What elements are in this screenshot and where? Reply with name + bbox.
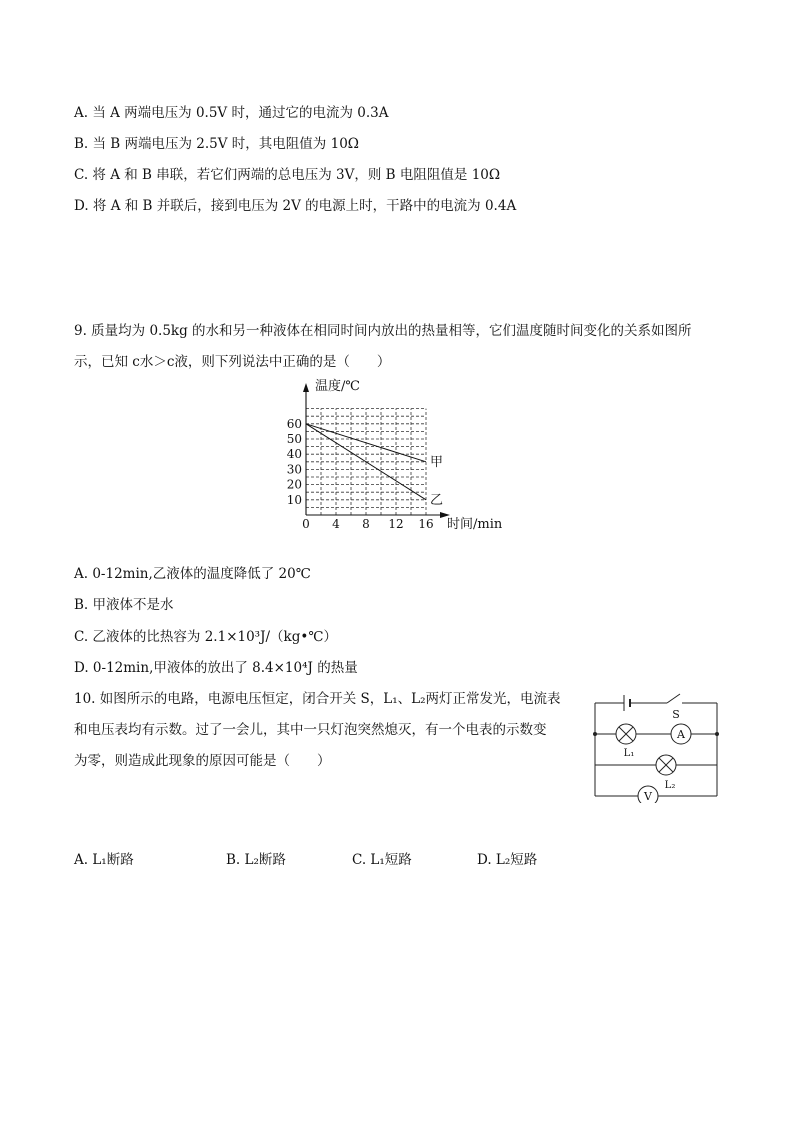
q8-option-a: A. 当 A 两端电压为 0.5V 时，通过它的电流为 0.3A — [74, 105, 389, 121]
q10-question-line2: 和电压表均有示数。过了一会儿，其中一只灯泡突然熄灭，有一个电表的示数变 — [74, 722, 547, 738]
y-axis-arrow — [303, 383, 309, 392]
q10-question-line3: 为零，则造成此现象的原因可能是（ ） — [74, 753, 331, 769]
x-tick-label: 4 — [332, 517, 340, 531]
y-tick-label: 10 — [286, 492, 302, 507]
q9-option-c: C. 乙液体的比热容为 2.1×10³J/（kg•℃） — [74, 629, 337, 645]
y-tick-label: 20 — [286, 477, 302, 492]
circuit-diagram — [585, 688, 725, 803]
x-tick-label: 8 — [362, 517, 370, 531]
q9-option-b: B. 甲液体不是水 — [74, 597, 174, 613]
switch-blade — [667, 694, 680, 703]
switch-label: S — [672, 708, 680, 721]
q9-question-line2: 示，已知 c水＞c液，则下列说法中正确的是（ ） — [74, 354, 391, 370]
y-axis-label: 温度/℃ — [315, 379, 360, 394]
series-label-1: 甲 — [430, 454, 444, 470]
voltmeter-label: V — [644, 790, 652, 803]
q9-option-d: D. 0-12min,甲液体的放出了 8.4×10⁴J 的热量 — [74, 660, 358, 676]
lamp-l1-label: L₁ — [623, 748, 635, 759]
q10-option-b: B. L₂断路 — [226, 852, 286, 868]
q9-question-line1: 9. 质量均为 0.5kg 的水和另一种液体在相同时间内放出的热量相等，它们温度随时间变化的关系如图所 — [74, 323, 692, 339]
q10-option-d: D. L₂短路 — [477, 852, 538, 868]
y-tick-label: 50 — [286, 432, 302, 446]
x-axis-label: 时间/min — [447, 517, 503, 532]
x-tick-label: 16 — [418, 517, 434, 531]
x-tick-label: 12 — [388, 517, 404, 531]
y-tick-label: 60 — [286, 416, 302, 431]
temperature-time-chart — [278, 378, 518, 538]
q8-option-c: C. 将 A 和 B 串联，若它们两端的总电压为 3V，则 B 电阻阻值是 10Ω — [74, 167, 501, 183]
series-label-2: 乙 — [430, 492, 444, 508]
junction-dot — [593, 732, 597, 736]
lamp-l2-label: L₂ — [664, 780, 676, 791]
y-tick-label: 30 — [286, 462, 302, 477]
junction-dot — [715, 732, 719, 736]
y-tick-label: 40 — [286, 447, 302, 462]
q10-option-c: C. L₁短路 — [352, 852, 412, 868]
q10-option-a: A. L₁断路 — [74, 852, 134, 868]
q8-option-b: B. 当 B 两端电压为 2.5V 时，其电阻值为 10Ω — [74, 136, 359, 152]
q8-option-d: D. 将 A 和 B 并联后，接到电压为 2V 的电源上时，干路中的电流为 0.4A — [74, 198, 517, 214]
q10-question-line1: 10. 如图所示的电路，电源电压恒定，闭合开关 S，L₁、L₂两灯正常发光，电流表 — [74, 691, 561, 707]
q9-option-a: A. 0-12min,乙液体的温度降低了 20℃ — [74, 566, 311, 582]
q10-options — [74, 848, 714, 868]
x-tick-label: 0 — [302, 517, 310, 531]
ammeter-label: A — [677, 728, 685, 741]
